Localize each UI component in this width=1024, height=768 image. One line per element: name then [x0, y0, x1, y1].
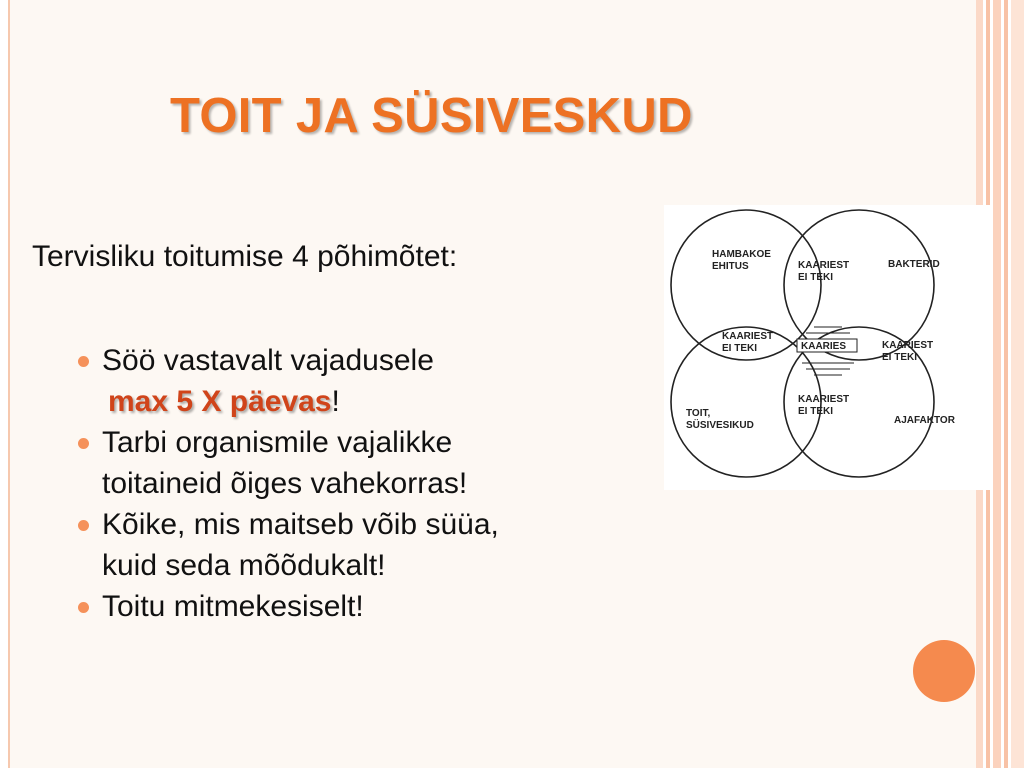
border-stripe — [1004, 0, 1008, 768]
venn-diagram — [664, 205, 990, 490]
highlight-suffix: ! — [331, 385, 340, 418]
decorative-circle — [913, 640, 975, 702]
bullet-subline — [102, 381, 499, 422]
bullet-dot-icon — [78, 602, 89, 613]
bullet-item — [78, 504, 499, 586]
label-time-factor: AJAFAKTOR — [894, 415, 955, 426]
label-overlap-left: KAARIEST EI TEKI — [722, 331, 774, 354]
label-overlap-right: KAARIEST EI TEKI — [882, 340, 934, 363]
bullet-item — [78, 422, 499, 504]
label-overlap-top: KAARIEST EI TEKI — [798, 260, 850, 283]
label-overlap-bottom: KAARIEST EI TEKI — [798, 394, 850, 417]
bullet-list — [78, 340, 499, 627]
label-bacteria: BAKTERID — [888, 259, 940, 270]
border-stripe — [993, 0, 1001, 768]
bullet-item — [78, 586, 499, 627]
bullet-dot-icon — [78, 356, 89, 367]
bullet-text: Toitu mitmekesiselt! — [102, 590, 364, 623]
highlight-text: max 5 X päevas — [108, 385, 332, 418]
bullet-text-line2: toitaineid õiges vahekorras! — [102, 467, 468, 500]
bullet-text: Kõike, mis maitseb võib süüa, — [102, 508, 499, 541]
label-food-carbs: TOIT, SÜSIVESIKUD — [686, 408, 754, 431]
bullet-text-line2: kuid seda mõõdukalt! — [102, 549, 386, 582]
slide-title: TOIT JA SÜSIVESKUD — [170, 89, 693, 143]
bullet-dot-icon — [78, 438, 89, 449]
border-stripe — [1011, 0, 1024, 768]
label-tooth-structure: HAMBAKOE EHITUS — [712, 249, 771, 272]
venn-circle-top-right — [784, 210, 934, 360]
bullet-text: Tarbi organismile vajalikke — [102, 426, 453, 459]
bullet-dot-icon — [78, 520, 89, 531]
intro-text: Tervisliku toitumise 4 põhimõtet: — [32, 240, 458, 273]
label-center-caries: KAARIES — [801, 341, 847, 352]
bullet-text: Söö vastavalt vajadusele — [102, 344, 434, 377]
bullet-item — [78, 340, 499, 422]
